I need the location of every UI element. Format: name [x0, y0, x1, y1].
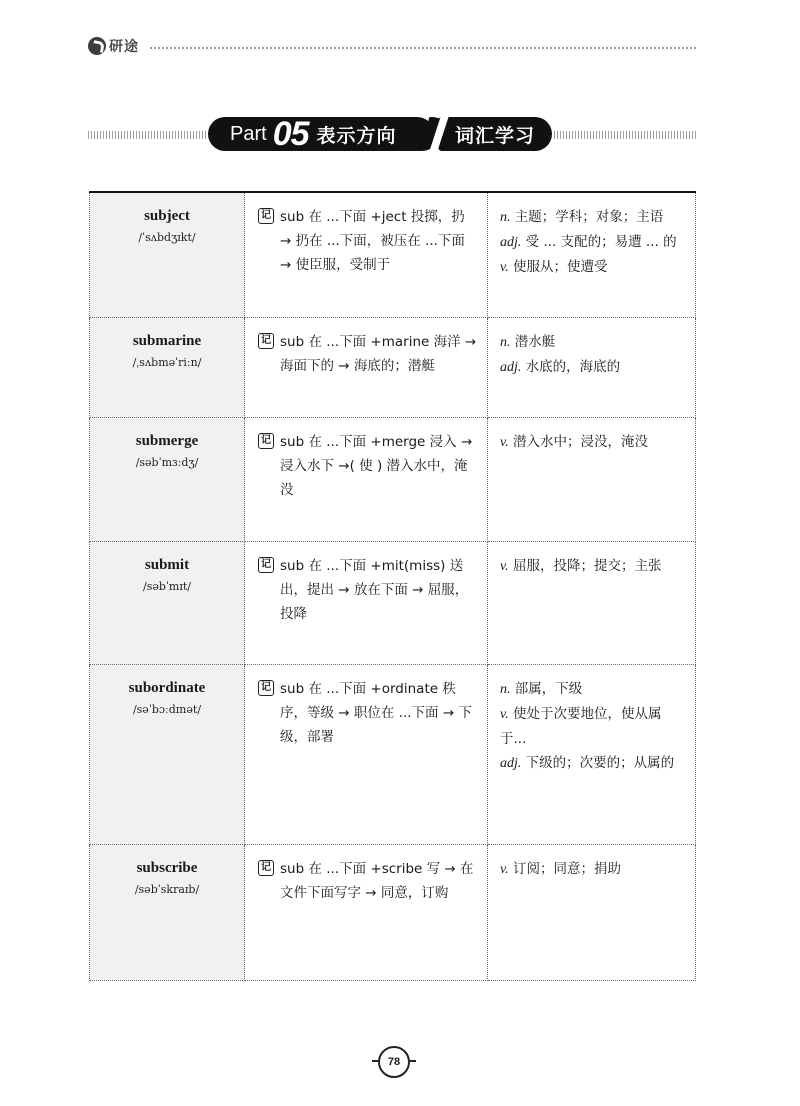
headword: submerge — [135, 432, 199, 449]
part-of-speech: v. — [500, 706, 509, 722]
memory-note-icon: 记 — [258, 208, 274, 224]
definition-cell — [488, 417, 696, 541]
table-row — [90, 317, 696, 417]
part-of-speech: v. — [500, 434, 509, 450]
memory-note-icon: 记 — [258, 860, 274, 876]
definition-line — [500, 751, 685, 776]
headword: submarine — [132, 332, 202, 349]
header-dotted-rule — [150, 47, 696, 49]
definition-cell — [488, 541, 696, 664]
phonetic: /səbˈmɪt/ — [142, 579, 191, 593]
memory-cell — [245, 541, 488, 664]
definition-text: 受 ... 支配的；易遭 ... 的 — [521, 234, 677, 250]
table-row — [90, 192, 696, 317]
memory-cell — [245, 317, 488, 417]
page-number: 78 — [378, 1046, 410, 1078]
table-row — [90, 844, 696, 980]
vocabulary-table — [89, 191, 696, 981]
definition-line — [500, 554, 685, 579]
memory-text: sub 在 ...下面 +merge 浸入 → 浸入水下 →( 使 ) 潜入水中，淹没 — [280, 433, 473, 498]
definition-text: 使服从；使遭受 — [508, 259, 608, 275]
memory-cell — [245, 192, 488, 317]
memory-text: sub 在 ...下面 +scribe 写 → 在文件下面写字 → 同意，订购 — [280, 860, 474, 901]
phonetic: /ˌsʌbməˈriːn/ — [132, 355, 202, 369]
definition-line — [500, 677, 685, 702]
definition-line — [500, 355, 685, 380]
definition-text: 屈服，投降；提交；主张 — [508, 557, 662, 574]
part-word: Part — [230, 122, 267, 145]
logo-icon — [88, 37, 106, 55]
memory-note-icon: 记 — [258, 557, 274, 573]
definition-text: 下级的；次要的；从属的 — [521, 754, 675, 771]
memory-note-icon: 记 — [258, 333, 274, 349]
definition-text: 订阅；同意；捐助 — [508, 860, 621, 877]
definition-cell — [488, 844, 696, 980]
word-cell — [90, 317, 245, 417]
part-of-speech: adj. — [500, 755, 522, 771]
definition-line — [500, 330, 685, 355]
memory-cell — [245, 417, 488, 541]
table-row — [90, 664, 696, 844]
definition-line — [500, 702, 685, 751]
memory-note-icon: 记 — [258, 433, 274, 449]
definition-text: 潜入水中；浸没，淹没 — [508, 433, 648, 450]
table-row — [90, 541, 696, 664]
definition-line — [500, 857, 685, 882]
memory-text: sub 在 ...下面 +marine 海洋 → 海面下的 → 海底的；潜艇 — [280, 333, 477, 374]
definition-cell — [488, 317, 696, 417]
part-of-speech: n. — [500, 334, 511, 350]
publisher-logo — [88, 36, 139, 56]
part-of-speech: v. — [500, 558, 509, 574]
phonetic: /ˈsʌbdʒɪkt/ — [138, 231, 196, 244]
memory-text: sub 在 ...下面 +ject 投掷，扔 → 扔在 ...下面，被压在 ...下面 → 使臣服，受制于 — [280, 209, 465, 273]
phonetic: /səbˈmɜːdʒ/ — [135, 455, 199, 469]
banner-stripes-left — [88, 131, 206, 139]
section-subtitle: 词汇学习 — [454, 124, 535, 147]
memory-text: sub 在 ...下面 +ordinate 秩序，等级 → 职位在 ...下面 → 下级，部署 — [280, 680, 472, 745]
headword: subordinate — [128, 679, 206, 696]
banner-stripes-right — [554, 131, 696, 139]
word-cell — [90, 417, 245, 541]
table-row — [90, 417, 696, 541]
word-cell — [90, 192, 245, 317]
word-cell — [90, 844, 245, 980]
logo-text: 研途 — [109, 39, 139, 55]
headword: subscribe — [136, 859, 198, 876]
memory-text: sub 在 ...下面 +mit(miss) 送出，提出 → 放在下面 → 屈服，投降 — [280, 557, 469, 622]
definition-cell — [488, 664, 696, 844]
part-of-speech: v. — [500, 260, 509, 275]
section-subtitle-badge — [438, 117, 552, 151]
part-of-speech: n. — [500, 210, 511, 225]
definition-cell — [488, 192, 696, 317]
definition-line — [500, 205, 685, 230]
headword: submit — [144, 556, 190, 573]
definition-text: 水底的，海底的 — [521, 358, 621, 375]
definition-line — [500, 430, 685, 455]
memory-note-icon: 记 — [258, 680, 274, 696]
part-title-badge — [208, 117, 434, 151]
part-of-speech: adj. — [500, 359, 522, 375]
definition-line — [500, 255, 685, 280]
phonetic: /səˈbɔːdɪnət/ — [132, 702, 202, 716]
word-cell — [90, 541, 245, 664]
part-of-speech: v. — [500, 861, 509, 877]
memory-cell — [245, 664, 488, 844]
word-cell — [90, 664, 245, 844]
memory-cell — [245, 844, 488, 980]
headword: subject — [144, 208, 190, 224]
page-header — [88, 36, 696, 60]
part-number: 05 — [272, 115, 309, 153]
part-title: 表示方向 — [316, 124, 397, 147]
definition-text: 使处于次要地位，使从属于... — [500, 705, 662, 747]
definition-text: 潜水艇 — [510, 333, 556, 350]
definition-text: 主题；学科；对象；主语 — [510, 209, 664, 225]
definition-text: 部属，下级 — [510, 680, 583, 697]
phonetic: /səbˈskraɪb/ — [134, 882, 200, 896]
definition-line — [500, 230, 685, 255]
part-of-speech: adj. — [500, 235, 522, 250]
part-of-speech: n. — [500, 681, 511, 697]
section-banner — [88, 117, 696, 153]
